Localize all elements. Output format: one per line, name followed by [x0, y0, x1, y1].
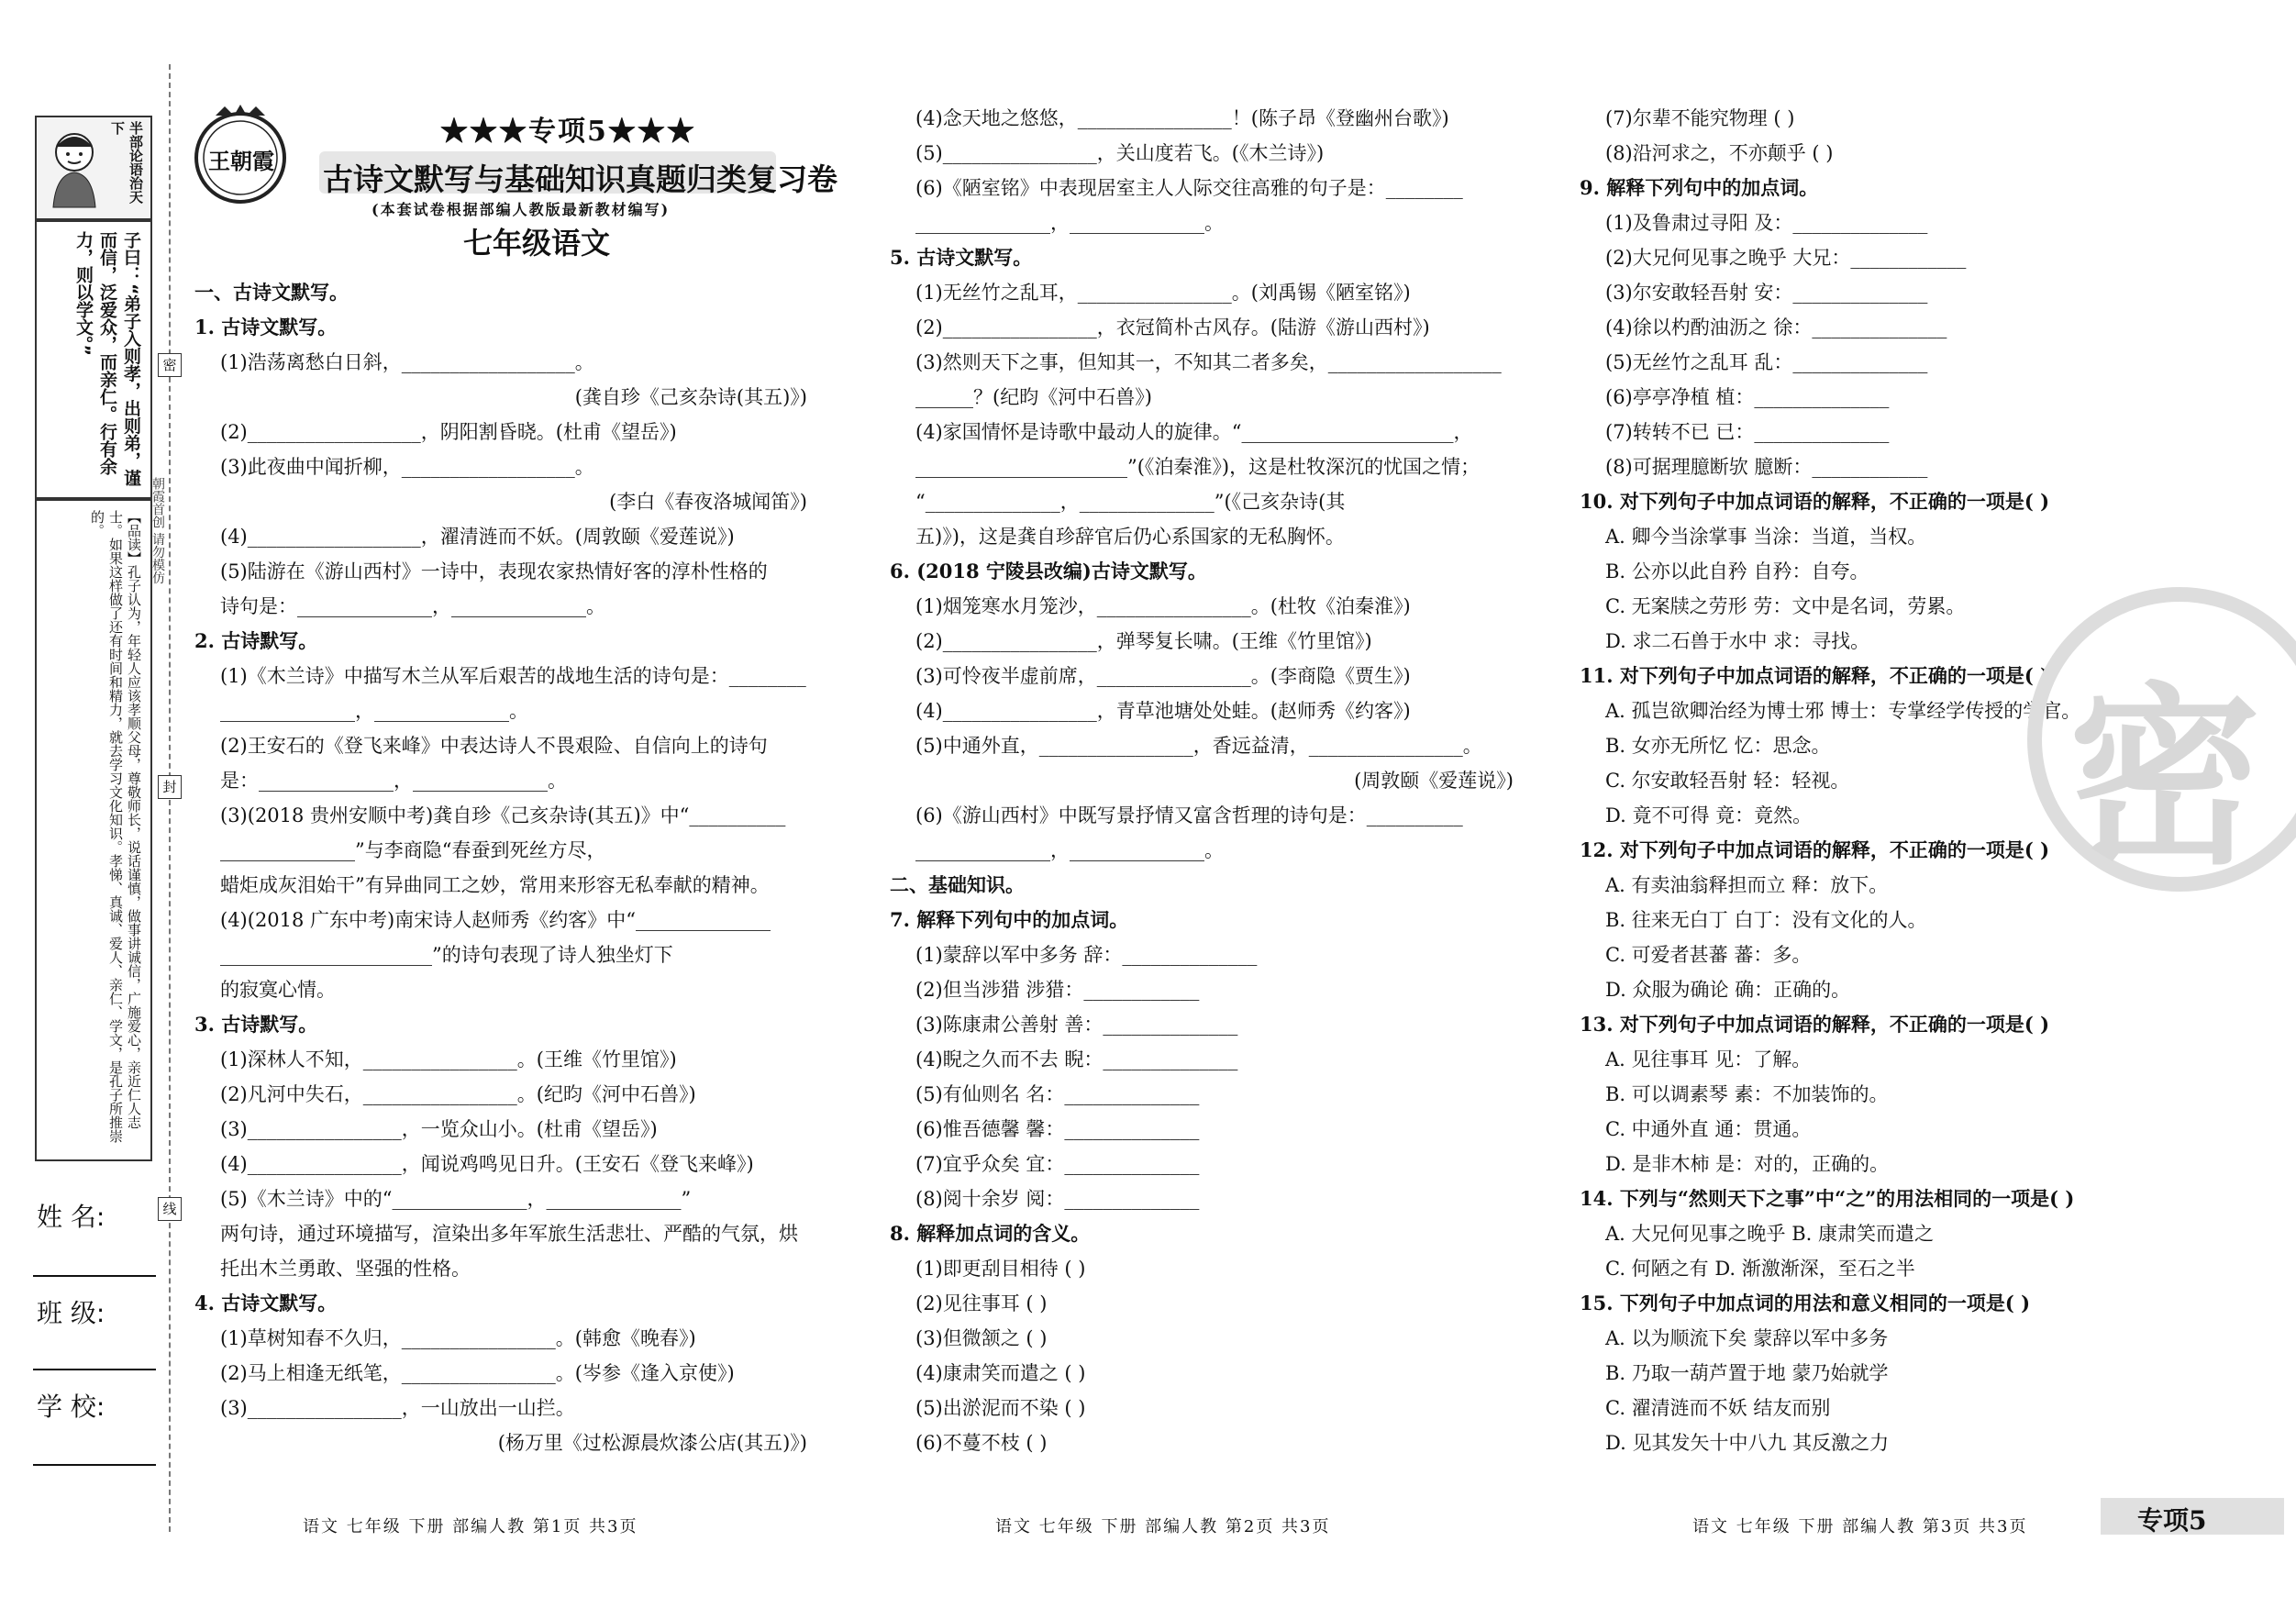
col1-line-25: (4)________________，闻说鸡鸣见日升。(王安石《登飞来峰》) [220, 1153, 754, 1175]
sidebar-quote-box [35, 220, 152, 499]
col3-line-30: D. 是非木柿 是：对的，正确的。 [1605, 1153, 1890, 1175]
col3-line-11: 10. 对下列句子中加点词语的解释，不正确的一项是( ) [1580, 490, 2050, 513]
col3-line-3: (1)及鲁肃过寻阳 及：______________ [1605, 212, 1928, 234]
col2-line-2: (6)《陋室铭》中表现居室主人人际交往高雅的句子是：________ [915, 177, 1463, 199]
seal-mi: 密 [158, 353, 182, 377]
col1-line-3: (龚自珍《己亥杂诗(其五)》) [574, 386, 807, 408]
col3-line-34: 15. 下列句子中加点词的用法和意义相同的一项是( ) [1580, 1292, 2031, 1314]
col3-line-19: C. 尔安敢轻吾射 轻：轻视。 [1605, 770, 1850, 792]
col1-line-14: 是：______________，______________。 [220, 770, 567, 792]
col1-line-1: 1. 古诗文默写。 [194, 316, 338, 338]
class-label: 班 级: [37, 1298, 105, 1328]
col3-line-24: C. 可爱者甚蕃 蕃：多。 [1605, 944, 1812, 966]
sidebar [28, 108, 147, 1163]
header-tag: ★★★专项5★★★ [440, 116, 696, 148]
column-2 [890, 101, 1514, 1460]
col3-line-36: B. 乃取一葫芦置于地 蒙乃始就学 [1605, 1362, 1889, 1384]
school-field[interactable] [33, 1464, 156, 1466]
column-1 [194, 275, 807, 1460]
col2-line-18: (5)中通外直，________________，香远益清，________________。 [915, 735, 1482, 757]
col3-line-0: (7)尔辈不能究物理 ( ) [1605, 107, 1795, 129]
col2-line-24: (1)蒙辞以军中多务 辞：______________ [915, 944, 1258, 966]
col2-line-29: (6)惟吾德馨 馨：______________ [915, 1118, 1200, 1140]
col1-line-0: 一、古诗文默写。 [194, 281, 349, 304]
footer-page-3: 语文 七年级 下册 部编人教 第3页 共3页 [1692, 1517, 2028, 1536]
col1-line-6: (李白《春夜洛城闻笛》) [609, 491, 807, 513]
col1-line-24: (3)________________，一览众山小。(杜甫《望岳》) [220, 1118, 658, 1140]
col1-line-10: 2. 古诗默写。 [194, 629, 318, 652]
child-portrait-icon [42, 127, 106, 209]
sidebar-comment: 【品读】孔子认为，年轻人应该孝顺父母，尊敬师长，说话谨慎，做事讲诚信，广施爱心，亲近仁人志士。如果这样做了还有时间和精力，就去学习文化知识。孝悌、真诚、爱人、亲仁、学文，是孔子所推崇的。 [89, 510, 142, 1143]
col3-line-23: B. 往来无白丁 白丁：没有文化的人。 [1605, 909, 1927, 931]
col1-line-18: (4)(2018 广东中考)南宋诗人赵师秀《约客》中“______________ [220, 909, 771, 931]
col3-line-35: A. 以为顺流下矣 蒙辞以军中多务 [1605, 1327, 1889, 1349]
col2-line-17: (4)________________，青草池塘处处蛙。(赵师秀《约客》) [915, 700, 1411, 722]
col2-line-10: ______________________”(《泊秦淮》)，这是杜牧深沉的忧国之情； [915, 456, 1481, 478]
col2-line-36: (4)康肃笑而遣之 ( ) [915, 1362, 1086, 1384]
name-label: 姓 名: [37, 1202, 105, 1232]
col2-line-22: 二、基础知识。 [890, 873, 1025, 896]
col1-line-29: 4. 古诗文默写。 [194, 1292, 338, 1314]
sidebar-motto: 半部论语治天下 [109, 121, 144, 204]
col2-line-35: (3)但微颔之 ( ) [915, 1327, 1048, 1349]
col2-line-30: (7)宜乎众矣 宜：______________ [915, 1153, 1200, 1175]
col1-line-23: (2)凡河中失石，________________。(纪昀《河中石兽》) [220, 1083, 696, 1105]
corner-tag: 专项5 [2137, 1505, 2207, 1536]
col3-line-15: D. 求二石兽于水中 求：寻找。 [1605, 630, 1870, 652]
col3-line-14: C. 无案牍之劳形 劳：文中是名词，劳累。 [1605, 595, 1966, 617]
col2-line-37: (5)出淤泥而不染 ( ) [915, 1397, 1086, 1419]
col1-line-30: (1)草树知春不久归，________________。(韩愈《晚春》) [220, 1327, 696, 1349]
name-field[interactable] [33, 1275, 156, 1277]
col1-line-19: ______________________”的诗句表现了诗人独坐灯下 [220, 944, 673, 966]
col3-line-13: B. 公亦以此自矜 自矜：自夸。 [1605, 560, 1869, 582]
col1-line-5: (3)此夜曲中闻折柳，__________________。 [220, 456, 594, 478]
col3-line-31: 14. 下列与“然则天下之事”中“之”的用法相同的一项是( ) [1580, 1187, 2075, 1210]
publisher-logo [188, 103, 294, 208]
col1-line-20: 的寂寞心情。 [220, 979, 336, 1001]
col2-line-14: (1)烟笼寒水月笼沙，________________。(杜牧《泊秦淮》) [915, 595, 1411, 617]
col3-line-33: C. 何陋之有 D. 渐激渐深，至石之半 [1605, 1258, 1915, 1280]
col2-line-31: (8)阅十余岁 阅：______________ [915, 1188, 1200, 1210]
col1-line-27: 两句诗，通过环境描写，渲染出多年军旅生活悲壮、严酷的气氛，烘 [220, 1223, 798, 1245]
header-subtitle: 七年级语文 [463, 226, 611, 261]
col2-line-9: (4)家国情怀是诗歌中最动人的旋律。“______________________， [915, 421, 1473, 443]
col2-line-8: ______？(纪昀《河中石兽》) [915, 386, 1152, 408]
col2-line-3: ______________，______________。 [915, 212, 1224, 234]
col3-line-25: D. 众服为确论 确：正确的。 [1605, 979, 1851, 1001]
col3-line-37: C. 濯清涟而不妖 结友而别 [1605, 1397, 1831, 1419]
col2-line-38: (6)不蔓不枝 ( ) [915, 1432, 1048, 1454]
col2-line-32: 8. 解释加点词的含义。 [890, 1222, 1091, 1245]
seal-xian: 线 [158, 1197, 182, 1221]
col1-line-32: (3)________________，一山放出一山拦。 [220, 1397, 575, 1419]
sidebar-quote: 子曰：“弟子入则孝，出则弟，谨而信，泛爱众，而亲仁。行有余力，则以学文。” [73, 231, 141, 487]
col2-line-1: (5)________________，关山度若飞。(《木兰诗》) [915, 142, 1325, 164]
col3-line-38: D. 见其发矢十中八九 其反激之力 [1605, 1432, 1890, 1454]
col1-line-11: (1)《木兰诗》中描写木兰从军后艰苦的战地生活的诗句是：________ [220, 665, 806, 687]
col2-line-25: (2)但当涉猎 涉猎：____________ [915, 979, 1200, 1001]
col1-line-12: ______________，______________。 [220, 700, 528, 722]
col1-line-33: (杨万里《过松源晨炊漆公店(其五)》) [497, 1432, 807, 1454]
footer-page-2: 语文 七年级 下册 部编人教 第2页 共3页 [995, 1517, 1331, 1536]
col2-line-5: (1)无丝竹之乱耳，________________。(刘禹锡《陋室铭》) [915, 282, 1411, 304]
col1-line-22: (1)深林人不知，________________。(王维《竹里馆》) [220, 1048, 677, 1070]
col1-line-13: (2)王安石的《登飞来峰》中表达诗人不畏艰险、自信向上的诗句 [220, 735, 768, 757]
sidebar-portrait-box [35, 116, 152, 220]
col3-line-28: B. 可以调素琴 素：不加装饰的。 [1605, 1083, 1889, 1105]
col2-line-27: (4)睨之久而不去 睨：______________ [915, 1048, 1238, 1070]
col1-line-4: (2)__________________，阴阳割昏晓。(杜甫《望岳》) [220, 421, 677, 443]
col2-line-16: (3)可怜夜半虚前席，________________。(李商隐《贾生》) [915, 665, 1411, 687]
col2-line-15: (2)________________，弹琴复长啸。(王维《竹里馆》) [915, 630, 1372, 652]
col1-line-31: (2)马上相逢无纸笔，________________。(岑参《逢入京使》) [220, 1362, 735, 1384]
col3-line-20: D. 竟不可得 竟：竟然。 [1605, 804, 1813, 826]
brand-note: 朝霞首创 请勿模仿 [150, 477, 165, 584]
col3-line-2: 9. 解释下列句中的加点词。 [1580, 176, 1819, 199]
col3-line-29: C. 中通外直 通：贯通。 [1605, 1118, 1812, 1140]
col3-line-27: A. 见往事耳 见：了解。 [1605, 1048, 1812, 1070]
col2-line-11: “______________，______________”(《己亥杂诗(其 [915, 491, 1346, 513]
col2-line-34: (2)见往事耳 ( ) [915, 1292, 1048, 1314]
col2-line-0: (4)念天地之悠悠，________________！(陈子昂《登幽州台歌》) [915, 107, 1449, 129]
col2-line-23: 7. 解释下列句中的加点词。 [890, 908, 1129, 931]
logo-text: 王朝霞 [208, 148, 274, 174]
col3-line-7: (5)无丝竹之乱耳 乱：______________ [1605, 351, 1928, 373]
col1-line-15: (3)(2018 贵州安顺中考)龚自珍《己亥杂诗(其五)》中“__________ [220, 804, 786, 826]
col1-line-7: (4)__________________，濯清涟而不妖。(周敦颐《爱莲说》) [220, 526, 735, 548]
col2-line-33: (1)即更刮目相待 ( ) [915, 1258, 1086, 1280]
col2-line-26: (3)陈康肃公善射 善：______________ [915, 1014, 1238, 1036]
col2-line-19: (周敦颐《爱莲说》) [1354, 770, 1514, 792]
header-note: (本套试卷根据部编人教版最新教材编写) [372, 201, 671, 218]
col3-line-1: (8)沿河求之，不亦颠乎 ( ) [1605, 142, 1834, 164]
col3-line-8: (6)亭亭净植 植：______________ [1605, 386, 1890, 408]
col3-line-32: A. 大兄何见事之晚乎 B. 康肃笑而遣之 [1605, 1223, 1934, 1245]
header-title: 古诗文默写与基础知识真题归类复习卷 [323, 161, 837, 197]
seal-feng: 封 [158, 775, 182, 799]
col1-line-21: 3. 古诗默写。 [194, 1013, 318, 1036]
col1-line-9: 诗句是：______________，______________。 [220, 595, 605, 617]
sidebar-comment-box [35, 499, 152, 1161]
col1-line-16: ______________”与李商隐“春蚕到死丝方尽， [220, 839, 606, 861]
col2-line-12: 五)》)，这是龚自珍辞官后仍心系国家的无私胸怀。 [915, 526, 1345, 548]
col3-line-6: (4)徐以杓酌油沥之 徐：______________ [1605, 316, 1947, 338]
col2-line-20: (6)《游山西村》中既写景抒情又富含哲理的诗句是：__________ [915, 804, 1463, 826]
col3-line-4: (2)大兄何见事之晚乎 大兄：____________ [1605, 247, 1967, 269]
col2-line-13: 6. (2018 宁陵县改编)古诗文默写。 [890, 560, 1207, 582]
col1-line-28: 托出木兰勇敢、坚强的性格。 [220, 1258, 471, 1280]
col3-line-18: B. 女亦无所忆 忆：思念。 [1605, 735, 1831, 757]
col2-line-21: ______________，______________。 [915, 839, 1224, 861]
col2-line-6: (2)________________，衣冠简朴古风存。(陆游《游山西村》) [915, 316, 1430, 338]
col3-line-16: 11. 对下列句子中加点词语的解释，不正确的一项是( ) [1580, 664, 2050, 687]
col1-line-8: (5)陆游在《游山西村》一诗中，表现农家热情好客的淳朴性格的 [220, 560, 768, 582]
col3-line-5: (3)尔安敢轻吾射 安：______________ [1605, 282, 1928, 304]
col1-line-2: (1)浩荡离愁白日斜，__________________。 [220, 351, 594, 373]
col2-line-4: 5. 古诗文默写。 [890, 246, 1033, 269]
footer-page-1: 语文 七年级 下册 部编人教 第1页 共3页 [303, 1517, 638, 1536]
class-field[interactable] [33, 1369, 156, 1370]
col3-line-10: (8)可据理臆断欤 臆断：____________ [1605, 456, 1928, 478]
col1-line-17: 蜡炬成灰泪始干”有异曲同工之妙，常用来形容无私奉献的精神。 [220, 874, 770, 896]
col1-line-26: (5)《木兰诗》中的“______________，______________” [220, 1188, 692, 1210]
col2-line-28: (5)有仙则名 名：______________ [915, 1083, 1200, 1105]
col3-line-9: (7)转转不已 已：______________ [1605, 421, 1890, 443]
col3-line-21: 12. 对下列句子中加点词语的解释，不正确的一项是( ) [1580, 838, 2050, 861]
school-label: 学 校: [37, 1392, 105, 1422]
col3-line-12: A. 卿今当涂掌事 当涂：当道，当权。 [1605, 526, 1927, 548]
col2-line-7: (3)然则天下之事，但知其一，不知其二者多矣，__________________ [915, 351, 1502, 373]
col3-line-22: A. 有卖油翁释担而立 释：放下。 [1605, 874, 1889, 896]
watermark-glyph: 密 [2069, 666, 2262, 891]
col3-line-17: A. 孤岂欲卿治经为博士邪 博士：专掌经学传授的学官。 [1605, 700, 2081, 722]
col3-line-26: 13. 对下列句子中加点词语的解释，不正确的一项是( ) [1580, 1013, 2050, 1036]
